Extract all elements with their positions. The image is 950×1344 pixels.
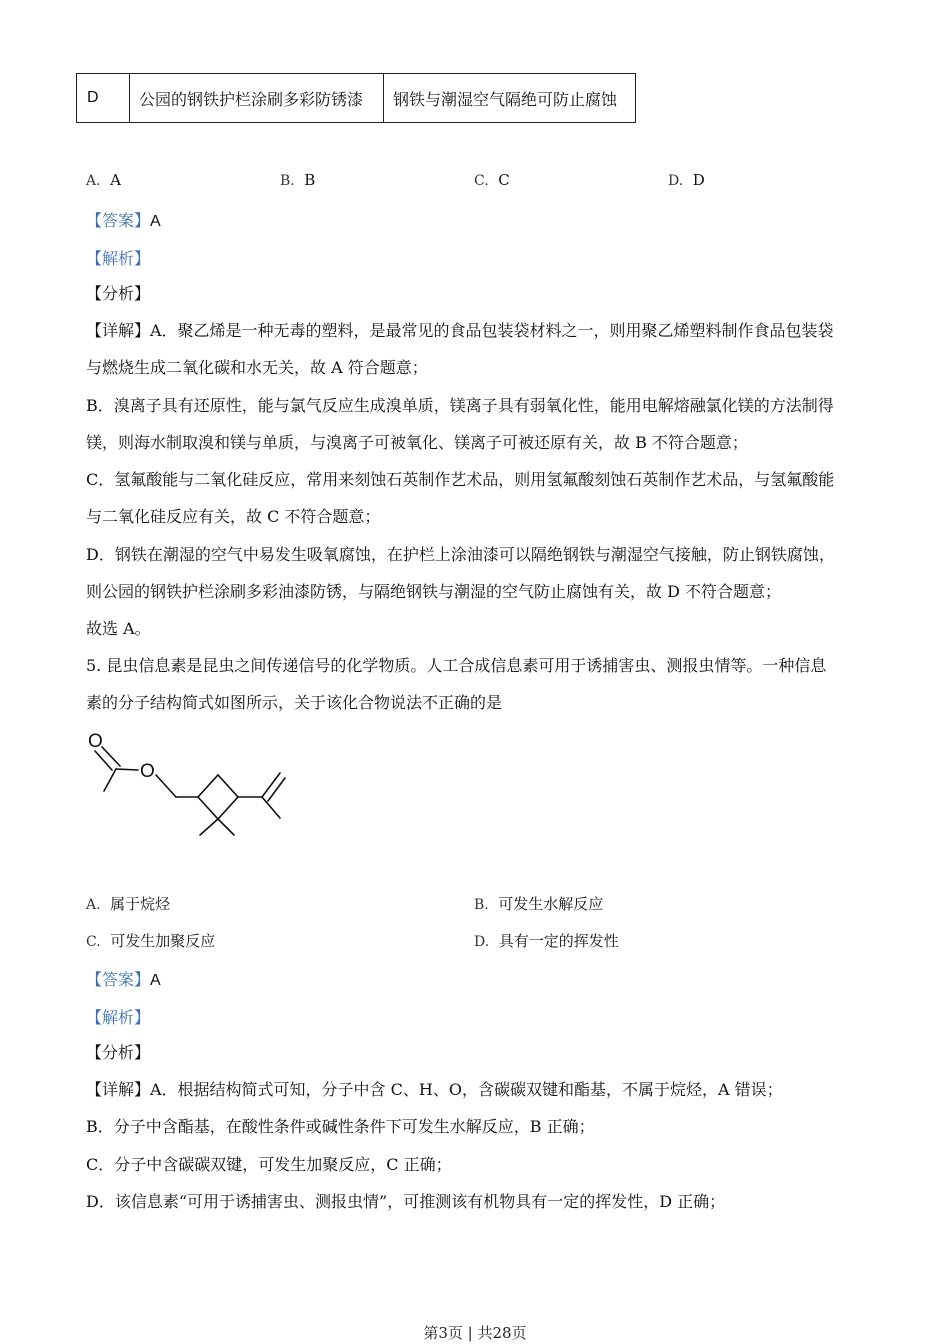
q4-analysis-label: 【解析】 <box>86 249 151 268</box>
methyl-bond <box>218 819 234 835</box>
q4-detail-line: C．氢氟酸能与二氧化硅反应，常用来刻蚀石英制作艺术品，则用氢氟酸刻蚀石英制作艺术品，与氢氟酸能 <box>86 470 835 489</box>
q4-detail-line: 与二氧化硅反应有关，故 C 不符合题意； <box>86 507 381 526</box>
alkene-bond <box>262 773 280 797</box>
ether-bond <box>156 775 176 797</box>
option-value: A <box>110 171 121 189</box>
q5-option-b <box>474 893 603 914</box>
option-value: D <box>692 171 705 189</box>
q4-detail-line: D．钢铁在潮湿的空气中易发生吸氧腐蚀，在护栏上涂油漆可以隔绝钢铁与潮湿空气接触，防止钢铁腐蚀， <box>86 545 835 564</box>
option-key: C. <box>474 173 489 189</box>
q4-detail-line: 则公园的钢铁护栏涂刷多彩油漆防锈，与隔绝钢铁与潮湿的空气防止腐蚀有关，故 D 不符合题意； <box>86 582 782 601</box>
q5-analysis-label: 【解析】 <box>86 1008 151 1027</box>
molecular-structure <box>80 725 300 845</box>
table-cell-label: D <box>87 89 99 106</box>
q4-option-c <box>474 171 510 189</box>
option-key: D. <box>668 173 684 189</box>
option-value: 可发生加聚反应 <box>110 932 216 950</box>
option-value: 具有一定的挥发性 <box>498 932 619 950</box>
q5-detail-line: D．该信息素“可用于诱捕害虫、测报虫情”，可推测该有机物具有一定的挥发性，D 正确； <box>86 1192 726 1211</box>
q5-stem-line: 素的分子结构简式如图所示，关于该化合物说法不正确的是 <box>86 693 503 712</box>
table-cell-example: 公园的钢铁护栏涂刷多彩防锈漆 <box>129 74 383 122</box>
q5-option-a <box>86 893 170 914</box>
option-key: A. <box>86 173 101 189</box>
option-key: D. <box>474 934 490 950</box>
carbonyl-bond <box>102 747 120 766</box>
q5-detail-line: C．分子中含碳碳双键，可发生加聚反应，C 正确； <box>86 1155 452 1174</box>
q5-detail-line: B．分子中含酯基，在酸性条件或碱性条件下可发生水解反应，B 正确； <box>86 1117 595 1136</box>
option-key: A. <box>86 897 101 913</box>
option-value: 可发生水解反应 <box>498 895 604 913</box>
comparison-table-row <box>76 73 636 123</box>
q5-stem-line: 5. 昆虫信息素是昆虫之间传递信号的化学物质。人工合成信息素可用于诱捕害虫、测报虫情等。一种信息 <box>86 656 827 675</box>
answer-value: A <box>150 972 161 989</box>
q4-option-b <box>280 171 315 189</box>
option-key: C. <box>86 934 101 950</box>
q5-fenxi-label: 【分析】 <box>86 1043 151 1062</box>
table-cell-reason: 钢铁与潮湿空气隔绝可防止腐蚀 <box>383 74 637 122</box>
q4-detail-line: B．溴离子具有还原性，能与氯气反应生成溴单质，镁离子具有弱氧化性，能用电解熔融氯化镁的方法制得 <box>86 396 834 415</box>
cyclobutane-ring <box>198 775 238 819</box>
q5-answer <box>86 967 161 990</box>
q5-detail-line: 【详解】A．根据结构简式可知，分子中含 C、H、O，含碳碳双键和酯基，不属于烷烃，A 错误； <box>86 1080 783 1099</box>
q4-detail-line: 镁，则海水制取溴和镁与单质，与溴离子可被氧化、镁离子可被还原有关，故 B 不符合题意； <box>86 433 748 452</box>
ester-oxygen: O <box>140 761 155 782</box>
option-key: B. <box>280 173 295 189</box>
q4-fenxi-label: 【分析】 <box>86 284 151 303</box>
answer-value: A <box>150 213 161 230</box>
q5-option-d <box>474 930 619 951</box>
q4-option-a <box>86 171 121 189</box>
option-value: 属于烷烃 <box>110 895 171 913</box>
option-key: B. <box>474 897 489 913</box>
ester-bond <box>116 769 138 770</box>
q5-option-c <box>86 930 215 951</box>
option-value: B <box>304 171 316 189</box>
methyl-bond <box>104 769 116 791</box>
carbonyl-oxygen: O <box>88 731 103 752</box>
option-value: C <box>498 171 510 189</box>
page-footer: 第3页 | 共28页 <box>423 1324 527 1342</box>
alkene-bond <box>268 778 285 801</box>
answer-label: 【答案】 <box>86 211 151 230</box>
q4-detail-line: 【详解】A．聚乙烯是一种无毒的塑料，是最常见的食品包装袋材料之一，则用聚乙烯塑料制作食品包装袋 <box>86 321 834 340</box>
methyl-bond <box>200 819 218 835</box>
q4-option-d <box>668 171 705 189</box>
isopropenyl-methyl <box>262 797 280 818</box>
q4-answer <box>86 208 161 231</box>
q4-detail-line: 与燃烧生成二氧化碳和水无关，故 A 符合题意； <box>86 358 428 377</box>
answer-label: 【答案】 <box>86 970 151 989</box>
q4-conclusion: 故选 A。 <box>86 619 151 638</box>
